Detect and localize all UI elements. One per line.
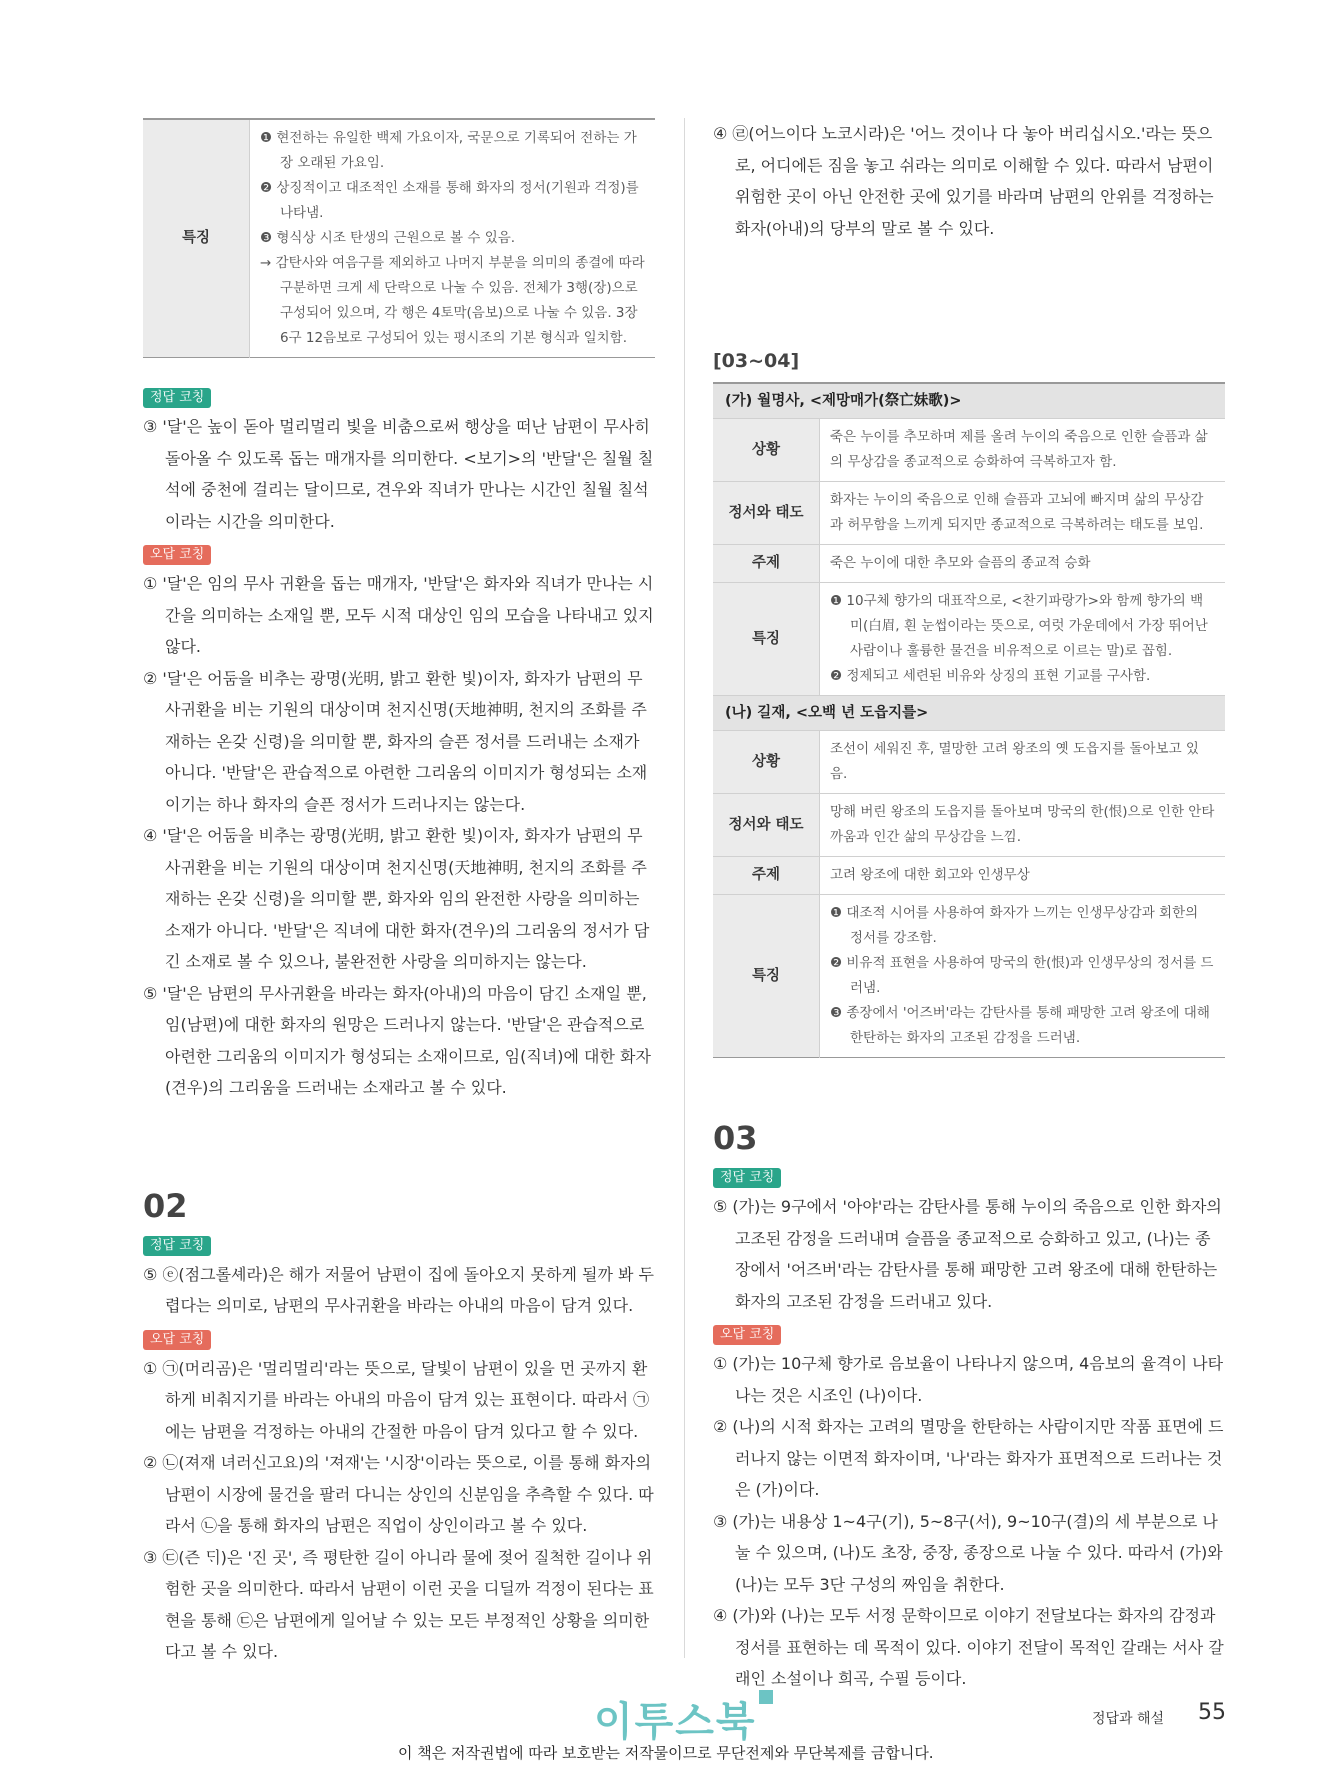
range-label: [03~04] bbox=[713, 350, 800, 372]
publisher-logo bbox=[594, 1690, 773, 1747]
row-value: 조선이 세워진 후, 멸망한 고려 왕조의 옛 도읍지를 돌아보고 있음. bbox=[820, 731, 1226, 794]
feature-line: ❷ 상징적이고 대조적인 소재를 통해 화자의 정서(기원과 걱정)를 나타냄. bbox=[260, 180, 639, 221]
answer-item: ④ ㉣(어느이다 노코시라)은 '어느 것이나 다 놓아 버리십시오.'라는 뜻으로, 어디에든 짐을 놓고 쉬라는 의미로 이해할 수 있다. 따라서 남편이 위험한 곳이 아닌 안전한 곳에 있기를 바라며 남편의 안위를 걱정하는 화자(아내)의 당부의 말로 볼 수 있다. bbox=[713, 124, 1214, 238]
feature-line: ❶ 10구체 향가의 대표작으로, <찬기파랑가>와 함께 향가의 백미(白眉, 흰 눈썹이라는 뜻으로, 여럿 가운데에서 가장 뛰어난 사람이나 훌륭한 물건을 비유적으로 이르는 말)로 꼽힘. bbox=[830, 593, 1208, 659]
feature-line: ❸ 형식상 시조 탄생의 근원으로 볼 수 있음. bbox=[260, 230, 516, 246]
footer-section-label: 정답과 해설 bbox=[1092, 1711, 1165, 1727]
row-label: 정서와 태도 bbox=[713, 794, 820, 857]
row-label: 특징 bbox=[713, 583, 820, 696]
row-label: 주제 bbox=[713, 857, 820, 895]
answer-item: ② '달'은 어둠을 비추는 광명(光明, 밝고 환한 빛)이자, 화자가 남편의 무사귀환을 비는 기원의 대상이며 천지신명(天地神明, 천지의 조화를 주재하는 온갖 신령)을 의미할 뿐, 화자의 슬픈 정서를 드러내는 소재가 아니다. '반달'은 관습적으로 아련한 그리움의 이미지가 형성되는 소재이기는 하나 화자의 슬픈 정서가 드러나지는 않는다. bbox=[143, 668, 648, 814]
wrong-coaching-03 bbox=[713, 1323, 1225, 1695]
feature-table bbox=[143, 118, 655, 358]
row-label: 특징 bbox=[713, 895, 820, 1058]
answer-item: ⑤ ⓔ(점그롤셰라)은 해가 저물어 남편이 집에 돌아오지 못하게 될까 봐 두렵다는 의미로, 남편의 무사귀환을 바라는 아내의 마음이 담겨 있다. bbox=[143, 1264, 655, 1315]
answer-item: ⑤ '달'은 남편의 무사귀환을 바라는 화자(아내)의 마음이 담긴 소재일 뿐, 임(남편)에 대한 화자의 원망은 드러나지 않는다. '반달'은 관습적으로 아련한 그리움의 이미지가 형성되는 소재이므로, 임(직녀)에 대한 화자(견우)의 그리움을 드러내는 소재라고 볼 수 있다. bbox=[143, 983, 651, 1097]
correct-badge: 정답 코칭 bbox=[143, 1236, 211, 1256]
correct-badge: 정답 코칭 bbox=[713, 1168, 781, 1188]
correct-badge: 정답 코칭 bbox=[143, 388, 211, 408]
answer-item: ③ '달'은 높이 돋아 멀리멀리 빛을 비춤으로써 행상을 떠난 남편이 무사히 돌아올 수 있도록 돕는 매개자를 의미한다. <보기>의 '반달'은 칠월 칠석에 중천에 걸리는 달이므로, 견우와 직녀가 만나는 시간인 칠월 칠석이라는 시간을 의미한다. bbox=[143, 417, 654, 531]
feature-line: ❶ 현전하는 유일한 백제 가요이자, 국문으로 기록되어 전하는 가장 오래된 가요임. bbox=[260, 130, 637, 171]
row-value: 죽은 누이에 대한 추모와 슬픔의 종교적 승화 bbox=[820, 545, 1226, 583]
answer-item: ④ '달'은 어둠을 비추는 광명(光明, 밝고 환한 빛)이자, 화자가 남편의 무사귀환을 비는 기원의 대상이며 천지신명(天地神明, 천지의 조화를 주재하는 온갖 신령)을 의미할 뿐, 화자와 임의 완전한 사랑을 의미하는 소재가 아니다. '반달'은 직녀에 대한 화자(견우)의 그리움의 정서가 담긴 소재로 볼 수 있으나, 불완전한 사랑을 의미하지는 않는다. bbox=[143, 826, 650, 971]
feature-line-arrow: → 감탄사와 여음구를 제외하고 나머지 부분을 의미의 종결에 따라 구분하면 크게 세 단락으로 나눌 수 있음. 전체가 3행(장)으로 구성되어 있으며, 각 행은 4토막(음보)으로 나눌 수 있음. 3장 6구 12음보로 구성되어 있는 평시조의 기본 형식과 일치함. bbox=[260, 255, 645, 346]
row-value: 고려 왕조에 대한 회고와 인생무상 bbox=[820, 857, 1226, 895]
page-number: 55 bbox=[1198, 1700, 1226, 1725]
wrong-badge: 오답 코칭 bbox=[143, 1330, 211, 1350]
answer-item: ① (가)는 10구체 향가로 음보율이 나타나지 않으며, 4음보의 율격이 나타나는 것은 시조인 (나)이다. bbox=[713, 1354, 1224, 1405]
right-column bbox=[713, 118, 1225, 1695]
answer-item: ③ ㉢(즌 ᄃᆡ)은 '진 곳', 즉 평탄한 길이 아니라 물에 젖어 질척한 길이나 위험한 곳을 의미한다. 따라서 남편이 이런 곳을 디딜까 걱정이 된다는 표현을 통해 ㉢은 남편에게 일어날 수 있는 모든 부정적인 상황을 의미한다고 볼 수 있다. bbox=[143, 1547, 654, 1661]
correct-coaching-02 bbox=[143, 1234, 655, 1322]
answer-item: ② ㉡(져재 녀러신고요)의 '져재'는 '시장'이라는 뜻으로, 이를 통해 화자의 남편이 시장에 물건을 팔러 다니는 상인의 신분임을 추측할 수 있다. 따라서 ㉡을 통해 화자의 남편은 직업이 상인이라고 볼 수 있다. bbox=[143, 1453, 654, 1535]
feature-line: ❶ 대조적 시어를 사용하여 화자가 느끼는 인생무상감과 회한의 정서를 강조함. bbox=[830, 905, 1199, 946]
wrong-badge: 오답 코칭 bbox=[143, 545, 211, 565]
copyright-notice: 이 책은 저작권법에 따라 보호받는 저작물이므로 무단전제와 무단복제를 금합니다. bbox=[398, 1744, 934, 1762]
row-value: 화자는 누이의 죽음으로 인해 슬픔과 고뇌에 빠지며 삶의 무상감과 허무함을 느끼게 되지만 종교적으로 극복하려는 태도를 보임. bbox=[820, 482, 1226, 545]
wrong-coaching bbox=[143, 543, 655, 1104]
row-label: 상황 bbox=[713, 731, 820, 794]
section-title-02: 02 bbox=[143, 1186, 188, 1225]
logo-mark-icon bbox=[759, 1690, 773, 1704]
row-label: 상황 bbox=[713, 419, 820, 482]
answer-item: ① '달'은 임의 무사 귀환을 돕는 매개자, '반달'은 화자와 직녀가 만나는 시간을 의미하는 소재일 뿐, 모두 시적 대상인 임의 모습을 나타내고 있지 않다. bbox=[143, 574, 654, 656]
wrong-badge: 오답 코칭 bbox=[713, 1325, 781, 1345]
poem-a-title: (가) 월명사, <제망매가(祭亡妹歌)> bbox=[713, 383, 1225, 419]
answer-item: ④ (가)와 (나)는 모두 서정 문학이므로 이야기 전달보다는 화자의 감정과 정서를 표현하는 데 목적이 있다. 이야기 전달이 목적인 갈래는 서사 갈래인 소설이나 희곡, 수필 등이다. bbox=[713, 1606, 1224, 1688]
poem-summary-table bbox=[713, 382, 1225, 1058]
poem-b-title: (나) 길재, <오백 년 도읍지를> bbox=[713, 696, 1225, 731]
feature-line: ❷ 비유적 표현을 사용하여 망국의 한(恨)과 인생무상의 정서를 드러냄. bbox=[830, 955, 1214, 996]
answer-item: ① ㉠(머리곰)은 '멀리멀리'라는 뜻으로, 달빛이 남편이 있을 먼 곳까지 환하게 비춰지기를 바라는 아내의 마음이 담겨 있는 표현이다. 따라서 ㉠에는 남편을 걱정하는 아내의 간절한 마음이 담겨 있다고 할 수 있다. bbox=[143, 1358, 650, 1441]
feature-line: ❸ 종장에서 '어즈버'라는 감탄사를 통해 패망한 고려 왕조에 대해 한탄하는 화자의 고조된 감정을 드러냄. bbox=[830, 1005, 1210, 1046]
feature-line: ❷ 정제되고 세련된 비유와 상징의 표현 기교를 구사함. bbox=[830, 668, 1151, 684]
column-divider bbox=[684, 118, 685, 1658]
answer-item: ③ (가)는 내용상 1~4구(기), 5~8구(서), 9~10구(결)의 세 부분으로 나눌 수 있으며, (나)도 초장, 중장, 종장으로 나눌 수 있다. 따라서 (가)와 (나)는 모두 3단 구성의 짜임을 취한다. bbox=[713, 1511, 1223, 1594]
row-label: 주제 bbox=[713, 545, 820, 583]
row-value: 죽은 누이를 추모하며 제를 올려 누이의 죽음으로 인한 슬픔과 삶의 무상감을 종교적으로 승화하여 극복하고자 함. bbox=[820, 419, 1226, 482]
correct-coaching-03 bbox=[713, 1166, 1225, 1317]
logo-text: 이투스북 bbox=[594, 1699, 757, 1745]
row-label: 정서와 태도 bbox=[713, 482, 820, 545]
feature-label: 특징 bbox=[143, 119, 250, 358]
wrong-coaching-02 bbox=[143, 1328, 655, 1668]
answer-item: ② (나)의 시적 화자는 고려의 멸망을 한탄하는 사람이지만 작품 표면에 드러나지 않는 이면적 화자이며, '나'라는 화자가 표면적으로 드러나는 것은 (가)이다. bbox=[713, 1417, 1224, 1499]
correct-coaching bbox=[143, 386, 655, 537]
section-title-03: 03 bbox=[713, 1119, 758, 1157]
row-value: 망해 버린 왕조의 도읍지를 돌아보며 망국의 한(恨)으로 인한 안타까움과 인간 삶의 무상감을 느낌. bbox=[820, 794, 1226, 857]
left-column bbox=[143, 118, 655, 1668]
answer-item: ⑤ (가)는 9구에서 '아야'라는 감탄사를 통해 누이의 죽음으로 인한 화자의 고조된 감정을 드러내며 슬픔을 종교적으로 승화하고 있고, (나)는 종장에서 '어즈버'라는 감탄사를 통해 패망한 고려 왕조에 대해 한탄하는 화자의 고조된 감정을 드러내고 있다. bbox=[713, 1197, 1222, 1311]
